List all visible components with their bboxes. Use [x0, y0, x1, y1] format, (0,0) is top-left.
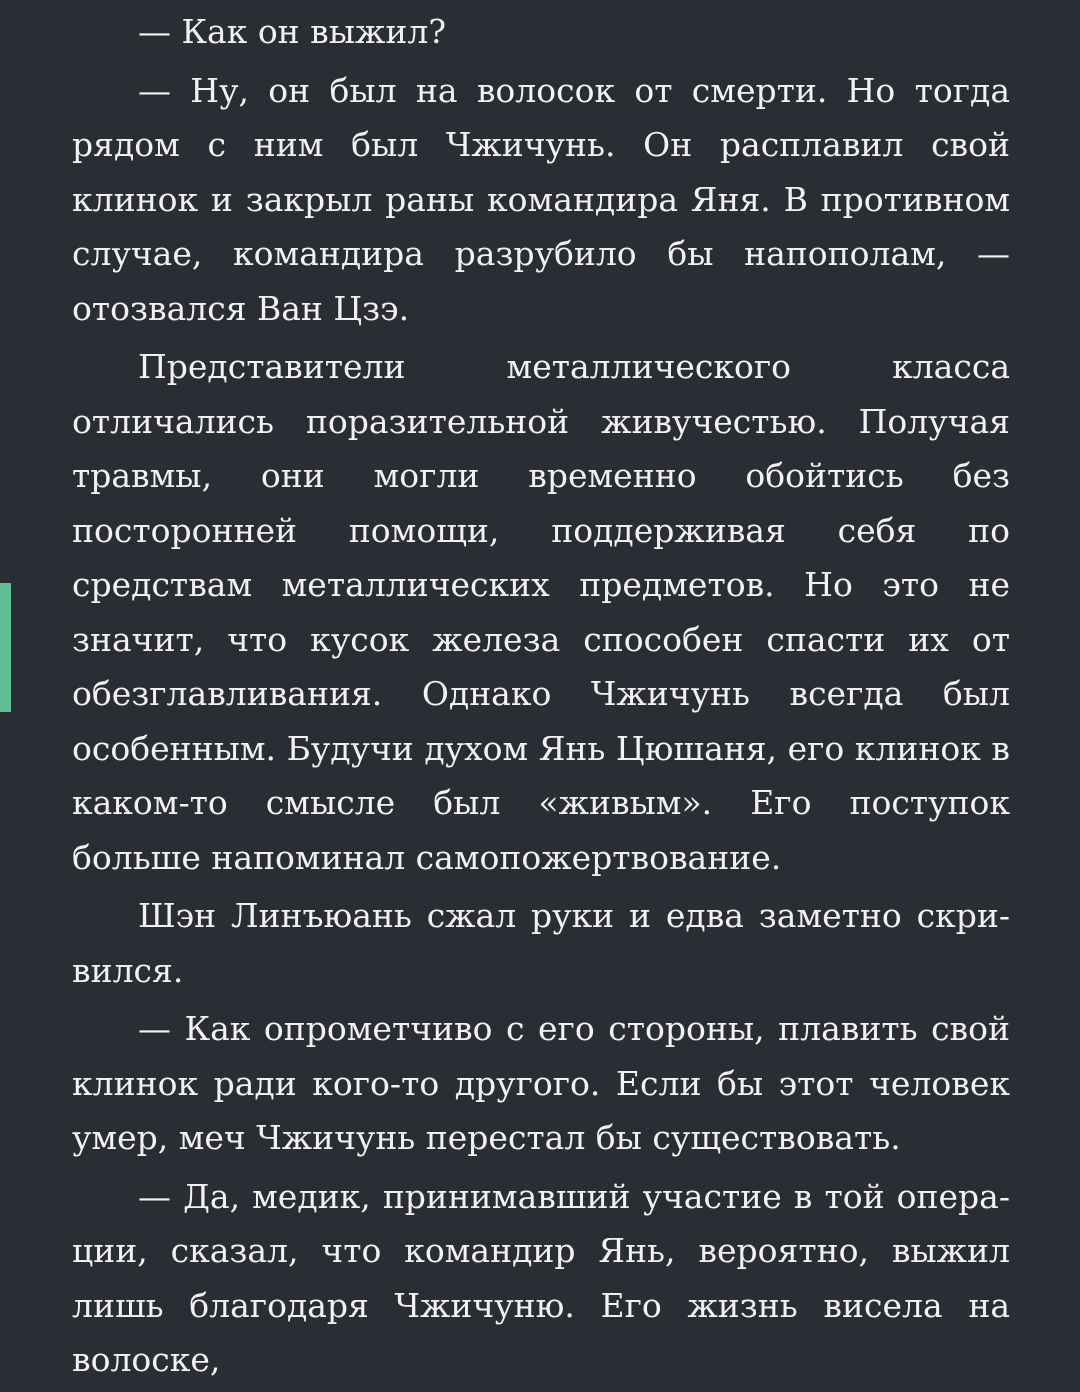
paragraph: — Как опрометчиво с его стороны, плавить свой клинок ради кого-то другого. Если бы этот человек умер, меч Чжичунь перестал бы существовать.: [72, 1009, 1010, 1157]
paragraph: — Ну, он был на волосок от смерти. Но тогда рядом с ним был Чжичунь. Он расплавил свой клинок и закрыл раны командира Яня. В противном случае, командира разрубило бы напополам, — отозвался Ван Цзэ.: [72, 70, 1010, 328]
paragraph: — Как он выжил?: [138, 12, 447, 51]
book-text: [72, 5, 1010, 1392]
paragraph: Представители металлического класса отличались поразительной живучестью. Получая травмы, они могли временно обойтись без посторонней помощи, поддерживая себя по средствам металлических предметов. Но это не значит, что кусок железа способен спасти их от обезглавливания. Однако Чжичунь всегда был особенным. Будучи духом Янь Цюшаня, его клинок в каком-то смысле был «живым». Его поступок больше напоминал самопожертвование.: [72, 347, 1010, 877]
paragraph: — Да, медик, принимавший участие в той операции, сказал, что командир Янь, вероятно, выжил лишь благодаря Чжичуню. Его жизнь висела на волоске,: [72, 1176, 1010, 1379]
paragraph: Шэн Линъюань сжал руки и едва заметно скривился.: [72, 896, 1010, 990]
scroll-position-indicator[interactable]: [0, 583, 11, 712]
